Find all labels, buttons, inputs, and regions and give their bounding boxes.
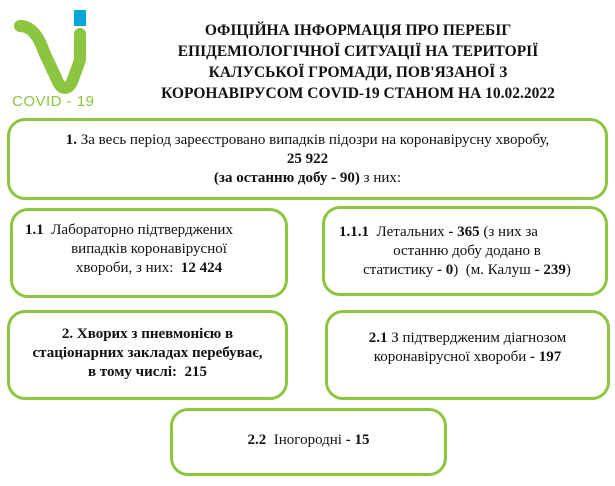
pneumonia-box bbox=[7, 310, 288, 400]
item-text: ) bbox=[565, 262, 571, 278]
logo-text: COVID - 19 bbox=[12, 93, 95, 110]
item-number: 2.1 bbox=[368, 330, 388, 346]
page-title bbox=[118, 20, 598, 104]
covid-diagnosis-box bbox=[325, 310, 610, 400]
deaths-day-value: - 0 bbox=[436, 262, 454, 278]
non-resident-box bbox=[170, 408, 447, 476]
day-value: (за останню добу - 90) bbox=[213, 170, 360, 186]
item-text: стаціонарних закладах перебуває, bbox=[32, 345, 263, 361]
total-value: 25 922 bbox=[286, 151, 329, 167]
item-text: останню добу додано в bbox=[393, 243, 541, 259]
title-line-2: ЕПІДЕМІОЛОГІЧНОЇ СИТУАЦІЇ НА ТЕРИТОРІЇ bbox=[177, 43, 539, 60]
total-suspected-box bbox=[7, 118, 608, 200]
title-line-1: ОФІЦІЙНА ІНФОРМАЦІЯ ПРО ПЕРЕБІГ bbox=[204, 22, 512, 39]
item-text: в тому числі: bbox=[87, 364, 185, 380]
diagnosis-value: - 197 bbox=[530, 349, 562, 365]
item-text: 2. Хворих з пневмонією в bbox=[61, 326, 234, 342]
non-resident-value: - 15 bbox=[345, 432, 370, 448]
item-number: 1.1 bbox=[25, 222, 44, 238]
item-text: ) (м. Калуш bbox=[453, 262, 535, 278]
title-line-4: КОРОНАВІРУСОМ COVID-19 СТАНОМ НА 10.02.2022 bbox=[161, 85, 555, 102]
item-text: коронавірусної хвороби bbox=[373, 349, 530, 365]
item-text: (з них за bbox=[479, 224, 538, 240]
item-number: 1. bbox=[65, 132, 77, 148]
item-tail: з них: bbox=[359, 170, 402, 186]
item-text: випадків коронавірусної bbox=[71, 241, 227, 257]
item-text: Іногородні bbox=[266, 432, 346, 448]
item-text: статистику bbox=[363, 262, 437, 278]
deaths-box bbox=[322, 206, 608, 296]
pneumonia-value: 215 bbox=[184, 364, 208, 380]
item-text: З підтвердженим діагнозом bbox=[387, 330, 567, 346]
item-number: 1.1.1 bbox=[339, 224, 369, 240]
deaths-value: - 365 bbox=[448, 224, 480, 240]
item-text: За весь період зареєстровано випадків підозри на коронавірусну хворобу, bbox=[76, 132, 550, 148]
kalush-value: - 239 bbox=[534, 262, 566, 278]
item-text: Летальних bbox=[369, 224, 449, 240]
title-line-3: КАЛУСЬКОЇ ГРОМАДИ, ПОВ'ЯЗАНОЇ З bbox=[208, 64, 508, 81]
confirmed-value: 12 424 bbox=[180, 260, 223, 276]
item-text: Лабораторно підтверджених bbox=[43, 222, 233, 238]
lab-confirmed-box bbox=[10, 208, 288, 298]
item-text: хвороби, з них: bbox=[75, 260, 181, 276]
item-number: 2.2 bbox=[247, 432, 267, 448]
